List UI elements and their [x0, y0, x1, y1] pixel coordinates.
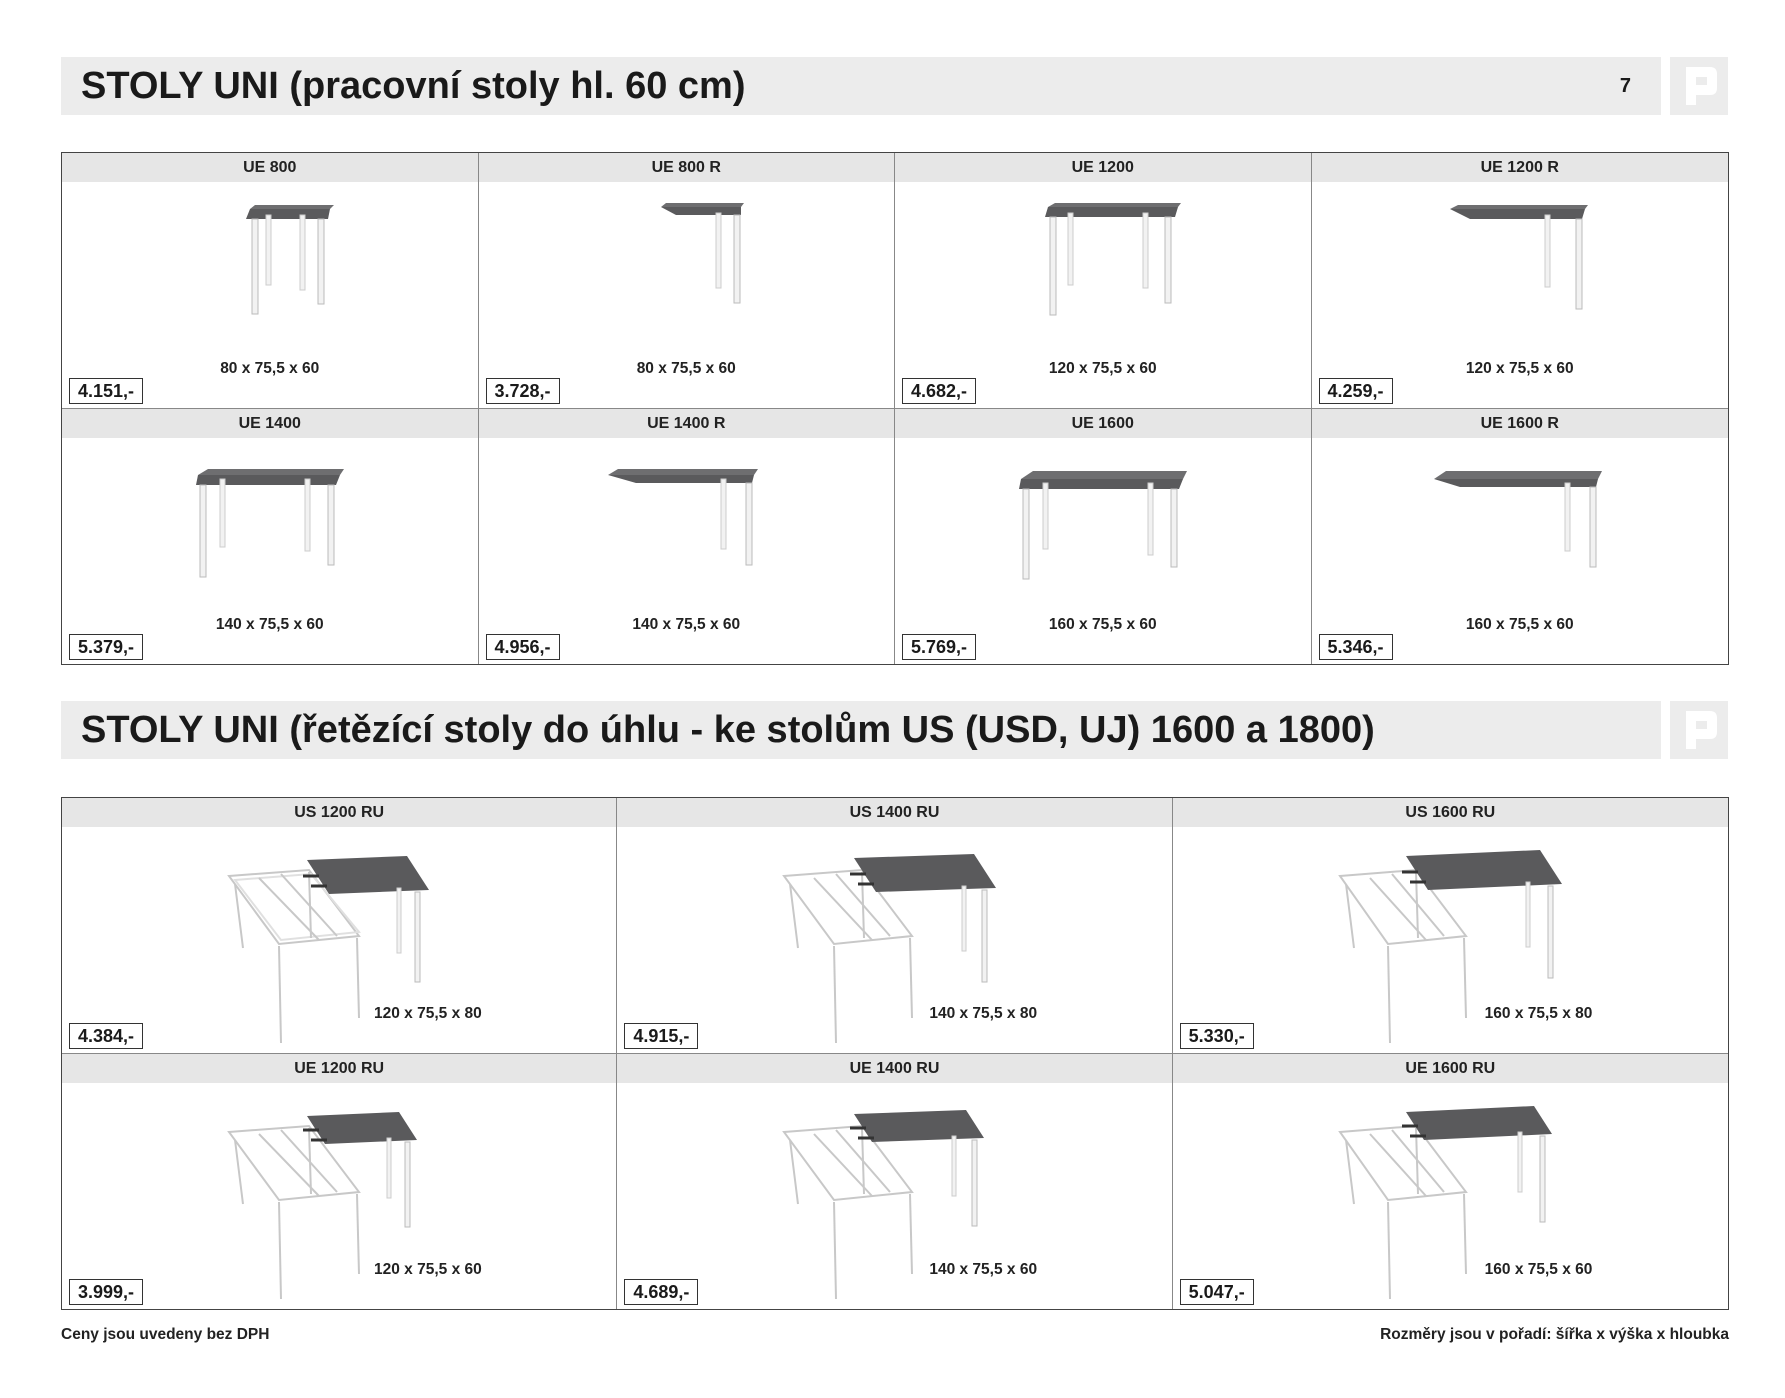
product-card	[62, 1054, 617, 1310]
product-card	[617, 798, 1172, 1054]
product-dimensions: 140 x 75,5 x 60	[632, 616, 741, 633]
product-card	[62, 798, 617, 1054]
product-price: 3.728,-	[486, 378, 560, 404]
product-dimensions: 160 x 75,5 x 60	[1048, 616, 1157, 633]
brand-logo-icon	[1670, 57, 1728, 115]
product-name: UE 1400 RU	[617, 1054, 1171, 1083]
section2-product-grid	[61, 797, 1729, 1310]
product-price: 4.956,-	[486, 634, 560, 660]
product-image	[62, 828, 616, 1053]
product-dimensions: 140 x 75,5 x 60	[215, 616, 324, 633]
product-image	[62, 1084, 616, 1310]
product-card	[895, 153, 1312, 409]
product-dimensions: 160 x 75,5 x 60	[1465, 616, 1574, 633]
product-name: UE 800 R	[479, 153, 895, 182]
product-name: UE 800	[62, 153, 478, 182]
product-price: 4.689,-	[624, 1279, 698, 1305]
product-name: UE 1600 R	[1312, 409, 1729, 438]
product-price: 4.384,-	[69, 1023, 143, 1049]
product-card	[617, 1054, 1172, 1310]
product-dimensions: 120 x 75,5 x 60	[1465, 359, 1574, 377]
product-price: 5.047,-	[1180, 1279, 1254, 1305]
product-price: 4.915,-	[624, 1023, 698, 1049]
section1-header	[61, 57, 1661, 115]
section2-header	[61, 701, 1661, 759]
product-price: 5.379,-	[69, 634, 143, 660]
product-name: UE 1200 RU	[62, 1054, 616, 1083]
product-price: 5.346,-	[1319, 634, 1393, 660]
product-name: US 1600 RU	[1173, 798, 1728, 827]
page-number: 7	[1619, 75, 1631, 97]
product-dimensions: 120 x 75,5 x 60	[374, 1261, 482, 1278]
product-dimensions: 80 x 75,5 x 60	[220, 359, 320, 377]
section2-title: STOLY UNI (řetězící stoly do úhlu - ke stolům US (USD, UJ) 1600 a 1800)	[81, 709, 1375, 751]
product-name: UE 1600	[895, 409, 1311, 438]
product-dimensions: 80 x 75,5 x 60	[636, 359, 736, 377]
product-card	[1312, 153, 1729, 409]
product-dimensions: 140 x 75,5 x 60	[929, 1261, 1038, 1278]
product-card	[1173, 1054, 1728, 1310]
product-card	[479, 409, 896, 665]
product-dimensions: 120 x 75,5 x 80	[374, 1004, 482, 1022]
product-price: 4.151,-	[69, 378, 143, 404]
footer-vat-note: Ceny jsou uvedeny bez DPH	[61, 1326, 270, 1343]
product-dimensions: 160 x 75,5 x 60	[1484, 1261, 1593, 1278]
product-card	[895, 409, 1312, 665]
footer-dimensions-note: Rozměry jsou v pořadí: šířka x výška x hloubka	[1380, 1326, 1729, 1343]
section1-title: STOLY UNI (pracovní stoly hl. 60 cm)	[81, 65, 746, 107]
brand-logo-icon	[1670, 701, 1728, 759]
product-price: 4.259,-	[1319, 378, 1393, 404]
product-price: 4.682,-	[902, 378, 976, 404]
product-name: UE 1600 RU	[1173, 1054, 1728, 1083]
product-name: UE 1400	[62, 409, 478, 438]
product-image	[1173, 828, 1728, 1053]
product-price: 5.769,-	[902, 634, 976, 660]
product-name: UE 1200	[895, 153, 1311, 182]
product-name: UE 1200 R	[1312, 153, 1729, 182]
product-card	[1312, 409, 1729, 665]
product-dimensions: 160 x 75,5 x 80	[1484, 1004, 1593, 1022]
product-image	[1173, 1084, 1728, 1310]
product-card	[62, 153, 479, 409]
product-price: 3.999,-	[69, 1279, 143, 1305]
product-dimensions: 120 x 75,5 x 60	[1048, 359, 1157, 377]
product-price: 5.330,-	[1180, 1023, 1254, 1049]
product-name: US 1200 RU	[62, 798, 616, 827]
product-card	[1173, 798, 1728, 1054]
product-card	[62, 409, 479, 665]
product-card	[479, 153, 896, 409]
product-name: UE 1400 R	[479, 409, 895, 438]
product-name: US 1400 RU	[617, 798, 1171, 827]
product-image	[617, 1084, 1171, 1310]
section1-product-grid	[61, 152, 1729, 665]
product-dimensions: 140 x 75,5 x 80	[929, 1004, 1038, 1022]
product-image	[617, 828, 1171, 1053]
